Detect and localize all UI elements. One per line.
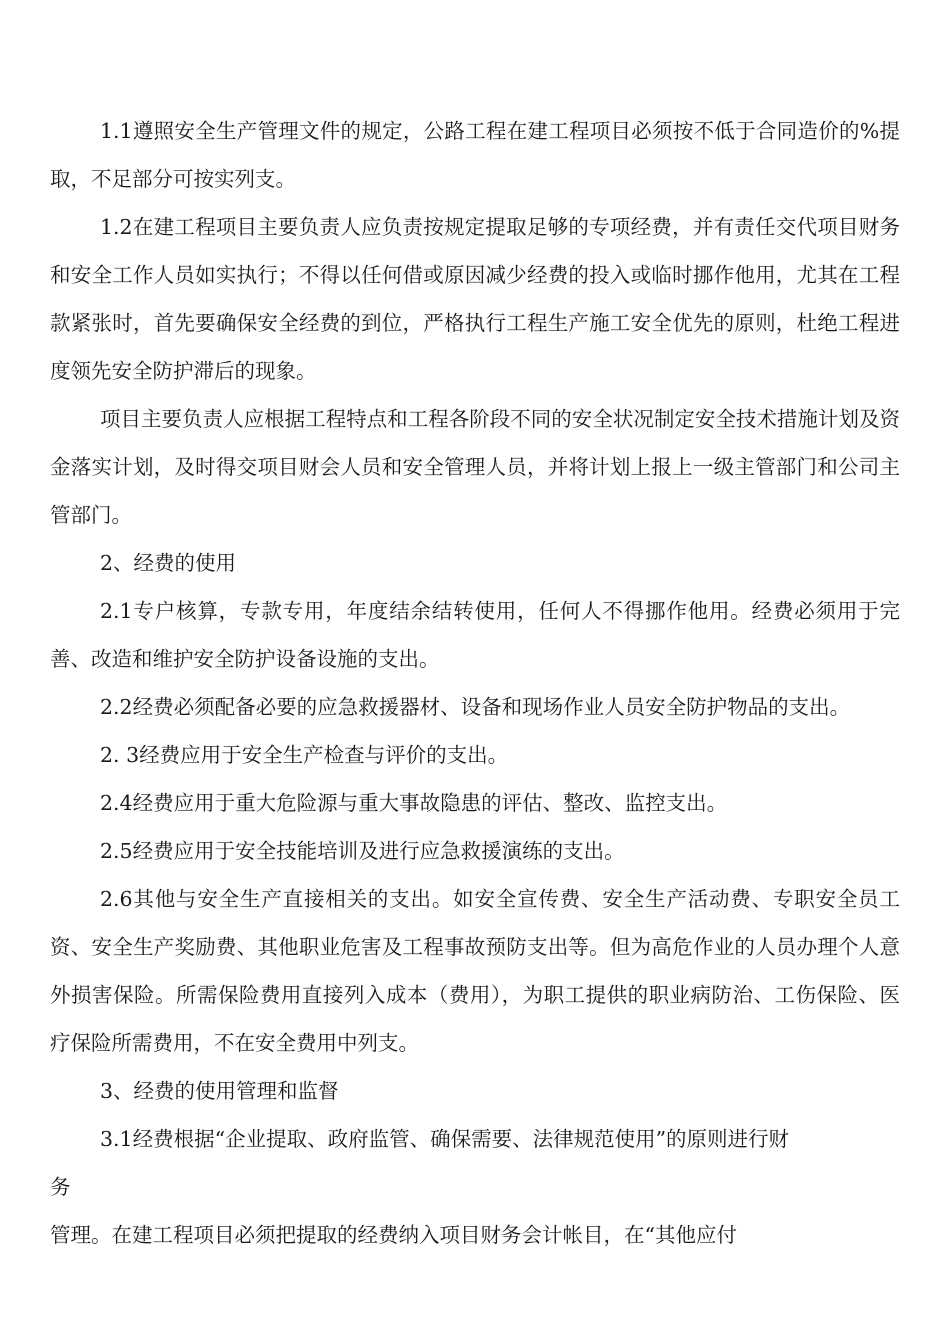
paragraph-2-2: 2.2经费必须配备必要的应急救援器材、设备和现场作业人员安全防护物品的支出。: [100, 695, 851, 719]
paragraph-3-1-line-2: 务: [50, 1175, 71, 1199]
paragraph-2-5: 2.5经费应用于安全技能培训及进行应急救援演练的支出。: [100, 839, 625, 863]
paragraph-project-leader: 项目主要负责人应根据工程特点和工程各阶段不同的安全状况制定安全技术措施计划及资金落实计划，及时得交项目财会人员和安全管理人员，并将计划上报上一级主管部门和公司主管部门。: [50, 407, 900, 527]
paragraph-2-1: 2.1专户核算，专款专用，年度结余结转使用，任何人不得挪作他用。经费必须用于完善、改造和维护安全防护设备设施的支出。: [50, 599, 900, 671]
paragraph-2-6: 2.6其他与安全生产直接相关的支出。如安全宣传费、安全生产活动费、专职安全员工资、安全生产奖励费、其他职业危害及工程事故预防支出等。但为高危作业的人员办理个人意外损害保险。所需保险费用直接列入成本（费用），为职工提供的职业病防治、工伤保险、医疗保险所需费用，不在安全费用中列支。: [50, 887, 900, 1055]
section-heading-3: 3、经费的使用管理和监督: [100, 1079, 339, 1103]
section-heading-2: 2、经费的使用: [100, 551, 237, 575]
paragraph-1-2: 1.2在建工程项目主要负责人应负责按规定提取足够的专项经费，并有责任交代项目财务和安全工作人员如实执行；不得以任何借或原因减少经费的投入或临时挪作他用，尤其在工程款紧张时，首先要确保安全经费的到位，严格执行工程生产施工安全优先的原则，杜绝工程进度领先安全防护滞后的现象。: [50, 215, 900, 383]
paragraph-1-1: 1.1遵照安全生产管理文件的规定，公路工程在建工程项目必须按不低于合同造价的%提取，不足部分可按实列支。: [50, 119, 900, 191]
paragraph-3-1-line-3: 管理。在建工程项目必须把提取的经费纳入项目财务会计帐目，在“其他应付: [50, 1223, 737, 1247]
paragraph-2-3: 2. 3经费应用于安全生产检查与评价的支出。: [100, 743, 509, 767]
document-page: [50, 107, 900, 1259]
paragraph-3-1-line-1: 3.1经费根据“企业提取、政府监管、确保需要、法律规范使用”的原则进行财: [100, 1127, 790, 1151]
paragraph-2-4: 2.4经费应用于重大危险源与重大事故隐患的评估、整改、监控支出。: [100, 791, 728, 815]
